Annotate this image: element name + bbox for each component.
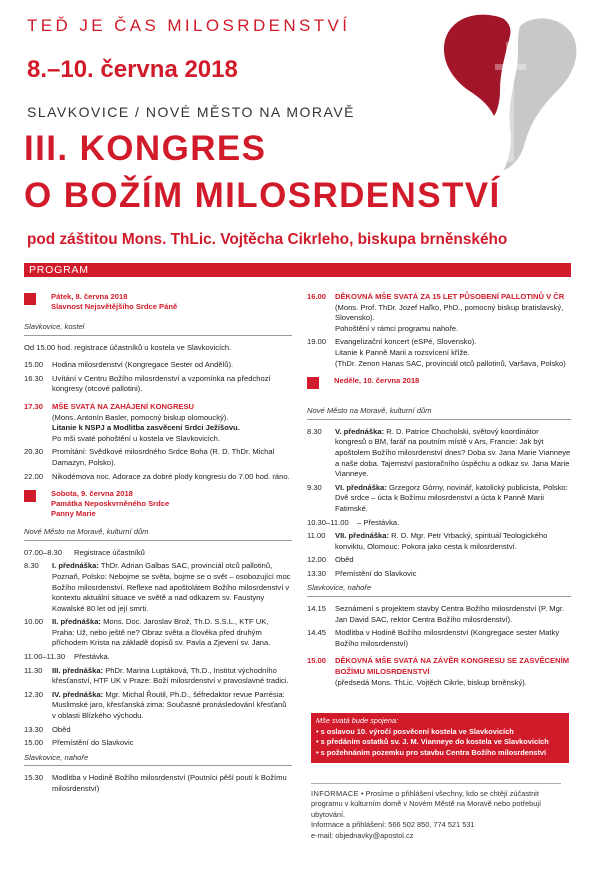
day-marker-icon [24, 490, 36, 502]
program-item [24, 343, 292, 354]
program-item [307, 292, 571, 334]
program-item [24, 360, 292, 371]
program-item [307, 337, 571, 369]
lecture-number: II. přednáška: [52, 617, 101, 627]
item-time: 20.30 [24, 447, 44, 457]
item-time: 19.00 [307, 337, 327, 347]
tagline: TEĎ JE ČAS MILOSRDENSTVÍ [27, 16, 351, 35]
heart-logo-icon [440, 12, 580, 172]
right-program-column [307, 292, 571, 691]
day-date: Neděle, 10. června 2018 [334, 376, 420, 386]
info-phone: Informace a přihlášení: 566 502 850, 774 521 531 [311, 820, 475, 830]
location-label: Slavkovice, kostel [24, 322, 292, 336]
info-paragraph [311, 789, 561, 820]
item-time: 12.00 [307, 555, 327, 565]
item-text: Oběd [52, 724, 71, 734]
day-feast: Panny Marie [51, 509, 96, 519]
item-time: 16.00 [307, 292, 327, 301]
program-item [307, 483, 571, 515]
title-line-2: O BOŽÍM MILOSRDENSTVÍ [24, 176, 501, 215]
location-label: Nové Město na Moravě, kulturní dům [307, 406, 571, 420]
program-item [24, 402, 292, 444]
lecture-number: VII. přednáška: [335, 531, 390, 541]
item-time: 12.30 [24, 689, 44, 699]
item-time: 14.45 [307, 628, 327, 638]
item-time: 10.00 [24, 617, 44, 627]
program-item [24, 548, 292, 559]
info-text: • Prosíme o přihlášení všechny, kdo se chtějí zúčastnit programu v kulturním domě v Novém Městě na Moravě nebo potřebují ubytování. [311, 789, 542, 819]
mass-notice-item: • s předáním ostatků sv. J. M. Vianneye do kostela ve Slavkovicích [316, 737, 549, 747]
program-item [307, 604, 571, 625]
lecture-number: VI. přednáška: [335, 482, 387, 492]
item-time: 14.15 [307, 604, 327, 614]
item-text-group [335, 427, 571, 480]
item-time: 8.30 [24, 561, 39, 571]
program-item [24, 652, 292, 663]
item-text: Mons. Doc. Jaroslav Brož, Th.D. S.S.L., KTF UK, Praha: Už, nebo ještě ne? Obraz světa a člověka před druhým příchodem Krista na základě dopisů sv. Pavla a Zjevení sv. Jana. [52, 617, 271, 648]
location-label: Slavkovice, nahoře [307, 583, 571, 597]
program-item [24, 725, 292, 736]
location-label: Nové Město na Moravě, kulturní dům [24, 527, 292, 541]
item-text: Registrace účastníků [74, 547, 145, 557]
item-text: DĚKOVNÁ MŠE SVATÁ ZA 15 LET PŮSOBENÍ PALLOTINŮ V ČR [335, 292, 565, 301]
program-item [24, 773, 292, 794]
item-text: DĚKOVNÁ MŠE SVATÁ NA ZÁVĚR KONGRESU SE ZASVĚCENÍM BOŽÍMU MILOSRDENSTVÍ [335, 656, 570, 677]
item-text: (předsedá Mons. ThLic. Vojtěch Cikrle, biskup brněnský). [335, 677, 527, 687]
item-text: (Mons. Prof. ThDr. Jozef Haľko, PhD., pomocný biskup bratislavský, Slovensko). [335, 302, 564, 323]
patronage-line: pod záštitou Mons. ThLic. Vojtěcha Cikrleho, biskupa brněnského [27, 231, 508, 248]
item-text: Mgr. Michal Řoutil, Ph.D., šéfredaktor revue Parrésia: Muslimské jaro, křesťanská zima: Současné pronásledování křesťanů v oblasti Blízkého východu. [52, 689, 287, 721]
item-text: ThDr. Adrian Galbas SAC, provinciál otců pallotinů, Poznaň, Polsko: Nebojme se světa, bojme se o svět – osobozující moc Božího milosrdenství. Reflexe nad apoštolátem Božího milosrdenství v kontextu aktuální situace ve světě a nad odkazem sv. Faustyny Kowalské 80 let od její smrti. [52, 561, 291, 613]
program-item [24, 472, 292, 483]
logo-grey-half-icon [504, 18, 576, 170]
program-item [307, 569, 571, 580]
item-time: 15.00 [24, 360, 44, 370]
day-heading-friday [24, 292, 292, 314]
item-text: PhDr. Marina Luptáková, Th.D., Institut východního křesťanství, HTF UK v Praze: Boží milosrdenství v pravoslavné tradici. [52, 665, 289, 686]
item-text: Litanie k NSPJ a Modlitba zasvěcení Srdci Ježíšovu. [52, 423, 240, 433]
item-text-group [335, 531, 571, 552]
lecture-number: I. přednáška: [52, 561, 99, 571]
item-time: 15.00 [307, 656, 327, 666]
day-date: Sobota, 9. června 2018 [51, 489, 133, 499]
item-time: 11.00 [307, 531, 326, 541]
lecture-number: III. přednáška: [52, 665, 104, 675]
mass-notice-item: • s oslavou 10. výročí posvěcení kostela ve Slavkovicích [316, 727, 514, 737]
program-item [24, 561, 292, 614]
day-heading-saturday [24, 489, 292, 519]
item-text: – Přestávka. [357, 517, 400, 527]
program-item [307, 518, 571, 529]
mass-notice-box [311, 713, 569, 763]
item-text: R. D. Mgr. Petr Vrbacký, spirituál Teologického konviktu, Olomouc: Pokora jako cesta k milosrdenství. [335, 531, 548, 551]
program-item [24, 738, 292, 749]
day-heading-sunday [307, 376, 571, 398]
item-text-group [335, 337, 571, 369]
program-header-bar: PROGRAM [24, 263, 571, 277]
program-item [24, 374, 292, 395]
item-text: Seznámení s projektem stavby Centra Božího milosrdenství (P. Mgr. Jan David SAC, rektor Centra Božího milosrdenství). [335, 604, 565, 624]
day-date: Pátek, 8. června 2018 [51, 292, 128, 301]
item-text-group [52, 666, 292, 687]
item-text-group [335, 483, 571, 515]
left-program-column [24, 292, 292, 798]
item-text-group [52, 690, 292, 722]
item-text: Po mši svaté pohoštění u kostela ve Slavkovicích. [52, 433, 220, 443]
item-text-group [52, 402, 292, 444]
program-item [307, 628, 571, 649]
item-text: Uvítání v Centru Božího milosrdenství a vzpomínka na předchozí kongresy (otcové pallotini). [52, 373, 271, 394]
event-dates: 8.–10. června 2018 [27, 56, 238, 83]
item-text: Nikodémova noc. Adorace za dobré plody kongresu do 7.00 hod. ráno. [52, 471, 290, 481]
mass-notice-item: • s požehnáním pozemku pro stavbu Centra Božího milosrdenství [316, 747, 547, 757]
item-text: MŠE SVATÁ NA ZAHÁJENÍ KONGRESU [52, 401, 195, 411]
item-text: Přemístění do Slavkovic [52, 738, 134, 748]
day-feast: Památka Neposkvrněného Srdce [51, 499, 170, 509]
item-text-group [335, 292, 571, 334]
item-time: 9.30 [307, 482, 322, 492]
item-text-group [335, 656, 571, 688]
day-marker-icon [24, 293, 36, 305]
day-marker-icon [307, 377, 319, 389]
item-time: 15.00 [24, 738, 44, 748]
information-box [311, 783, 561, 841]
item-text: Grzegorz Górny, novinář, katolický publicista, Polsko: Dvě srdce – úcta k Božímu milosrdenství a úcta k Panně Marii Fatimské. [335, 482, 568, 513]
item-text: Modlitba v Hodině Božího milosrdenství (Poutníci pěší poutí k Božímu milosrdenství) [52, 773, 287, 793]
location-label: Slavkovice, nahoře [24, 753, 292, 767]
item-time: 07.00–8.30 [24, 547, 63, 557]
item-text: Přemístění do Slavkovic [335, 568, 417, 578]
info-email[interactable]: e-mail: objednavky@apostol.cz [311, 830, 414, 840]
program-item [307, 427, 571, 480]
lecture-number: V. přednáška: [335, 426, 385, 436]
day-feast: Slavnost Nejsvětějšího Srdce Páně [51, 302, 178, 311]
item-text: Hodina milosrdenství (Kongregace Sester od Andělů). [52, 360, 234, 370]
item-text: Oběd [335, 555, 354, 565]
info-caption: INFORMACE [311, 789, 359, 798]
item-text: R. D. Patrice Chocholski, světový koordinátor kongresů o BM, farář na poutním místě v Ars, Francie: Jak být apoštolem Božího milosrdenství dnes? Doba sv. Jana Marie Vianneye a naše doba. Tajemství pastoračního úspěchu a odkaz sv. Jana Marie Vianneye. [335, 426, 571, 479]
item-text: Přestávka. [74, 652, 110, 662]
program-item [24, 447, 292, 468]
program-item [307, 555, 571, 566]
lecture-number: IV. přednáška: [52, 689, 104, 699]
event-places: SLAVKOVICE / NOVÉ MĚSTO NA MORAVĚ [27, 104, 356, 120]
item-text: Evangelizační koncert (eSPé, Slovensko). [335, 337, 477, 347]
item-text-group [52, 561, 292, 614]
item-time: 11.00–11.30 [24, 652, 66, 662]
item-text: (Mons. Antonín Basler, pomocný biskup olomoucký). [52, 412, 229, 422]
item-time: 22.00 [24, 471, 44, 481]
item-time: 8.30 [307, 426, 322, 436]
item-time: 11.30 [24, 665, 43, 675]
item-text: Litanie k Panně Marii a rozsvícení kříže. [335, 347, 470, 357]
program-item [307, 656, 571, 688]
mass-notice-heading: Mše svatá bude spojena: [316, 716, 399, 725]
program-item [24, 617, 292, 649]
item-text: Promítání: Svědkové milosrdného Srdce Boha (R. D. ThDr. Michal Damazyn, Polsko). [52, 447, 275, 467]
item-text-group [52, 617, 292, 649]
program-item [24, 690, 292, 722]
item-time: 13.30 [307, 568, 327, 578]
item-time: 16.30 [24, 373, 44, 383]
item-time: 17.30 [24, 401, 44, 411]
program-item [307, 531, 571, 552]
item-time: 15.30 [24, 773, 44, 783]
item-time: 13.30 [24, 724, 44, 734]
item-text: Pohoštění v rámci programu nahoře. [335, 323, 459, 333]
item-text: (ThDr. Zenon Hanas SAC, provinciál otců pallotinů, Varšava, Polsko) [335, 358, 566, 368]
item-text: Modlitba v Hodině Božího milosrdenství (Kongregace sester Matky Božího milosrdenství) [335, 628, 560, 648]
program-item [24, 666, 292, 687]
title-line-1: III. KONGRES [24, 129, 267, 168]
item-time: 10.30–11.00 [307, 517, 349, 527]
item-text: Od 15.00 hod. registrace účastníků u kostela ve Slavkovicích. [24, 342, 232, 352]
